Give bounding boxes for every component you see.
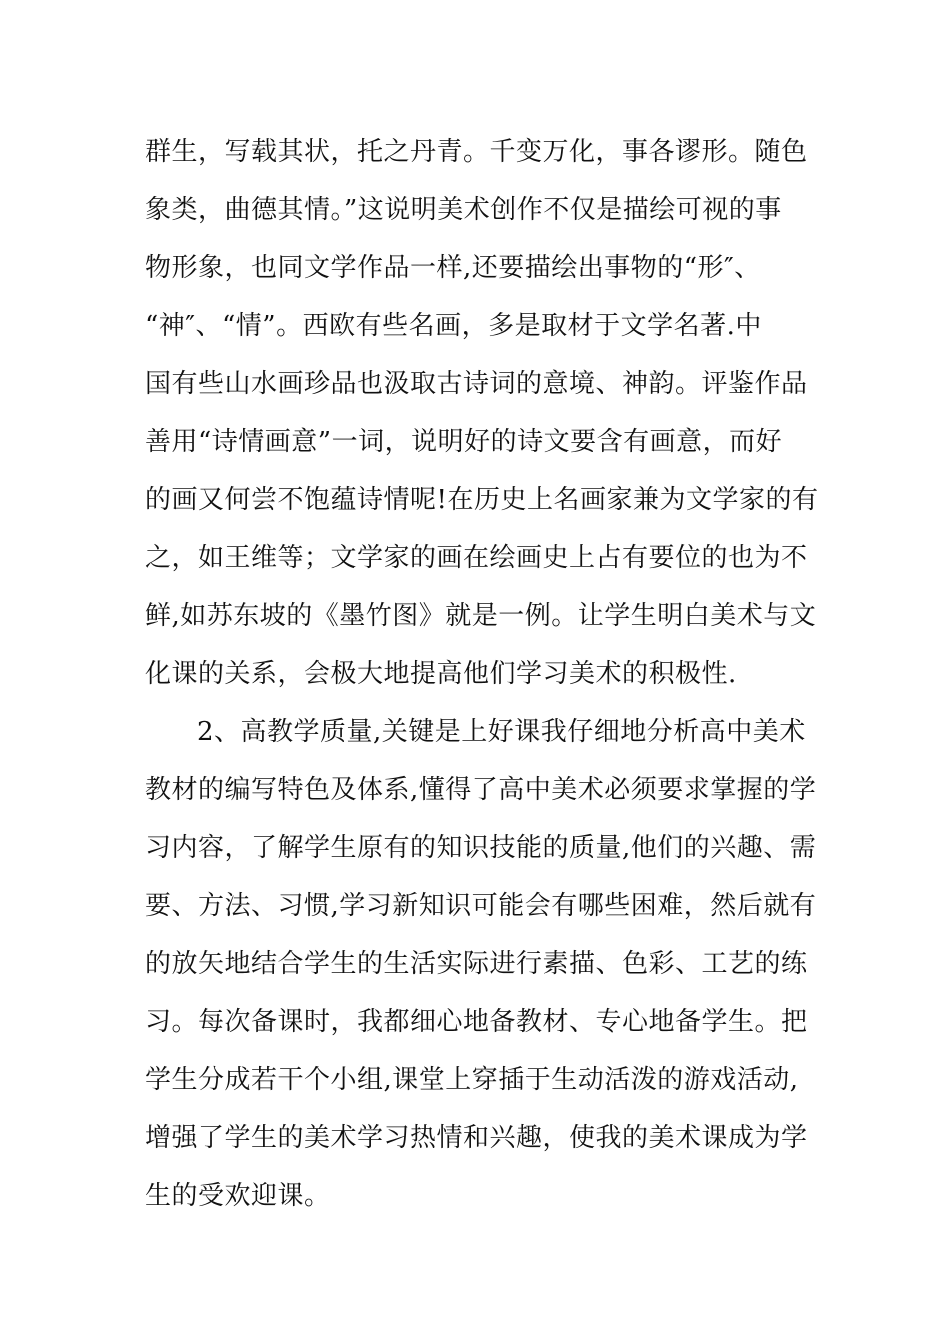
paragraph-1-line-3: 物形象，也同文学作品一样,还要描绘出事物的“形″、 — [145, 253, 761, 283]
paragraph-2-line-7: 学生分成若干个小组,课堂上穿插于生动活泼的游戏活动, — [145, 1065, 799, 1095]
paragraph-1-line-9: 鲜,如苏东坡的《墨竹图》就是一例。让学生明白美术与文 — [145, 601, 817, 631]
paragraph-2-line-6: 习。每次备课时，我都细心地备教材、专心地备学生。把 — [145, 1007, 808, 1037]
paragraph-2-line-4: 要、方法、习惯,学习新知识可能会有哪些困难，然后就有 — [145, 891, 817, 921]
paragraph-2-line-2: 教材的编写特色及体系,懂得了高中美术必须要求掌握的学 — [145, 775, 817, 805]
paragraph-1-line-2: 象类，曲德其情。”这说明美术创作不仅是描绘可视的事 — [145, 195, 782, 225]
paragraph-1-line-10: 化课的关系，会极大地提高他们学习美术的积极性. — [145, 659, 737, 689]
paragraph-1-line-1: 群生，写载其状，托之丹青。千变万化，事各谬形。随色 — [145, 137, 808, 167]
paragraph-2-line-3: 习内容，了解学生原有的知识技能的质量,他们的兴趣、需 — [145, 833, 817, 863]
paragraph-2-line-1: 2、高教学质量,关键是上好课我仔细地分析高中美术 — [197, 717, 806, 747]
paragraph-2-line-5: 的放矢地结合学生的生活实际进行素描、色彩、工艺的练 — [145, 949, 808, 979]
paragraph-1-line-8: 之，如王维等；文学家的画在绘画史上占有要位的也为不 — [145, 543, 808, 573]
paragraph-1-line-7: 的画又何尝不饱蕴诗情呢!在历史上名画家兼为文学家的有 — [145, 485, 819, 515]
paragraph-1-line-4: “神″、“情”。西欧有些名画，多是取材于文学名著.中 — [145, 311, 762, 341]
paragraph-1-line-5: 国有些山水画珍品也汲取古诗词的意境、神韵。评鉴作品 — [145, 369, 808, 399]
paragraph-2-line-9: 生的受欢迎课。 — [145, 1181, 331, 1211]
paragraph-2-line-8: 增强了学生的美术学习热情和兴趣，使我的美术课成为学 — [145, 1123, 808, 1153]
paragraph-1-line-6: 善用“诗情画意”一词，说明好的诗文要含有画意，而好 — [145, 427, 783, 457]
